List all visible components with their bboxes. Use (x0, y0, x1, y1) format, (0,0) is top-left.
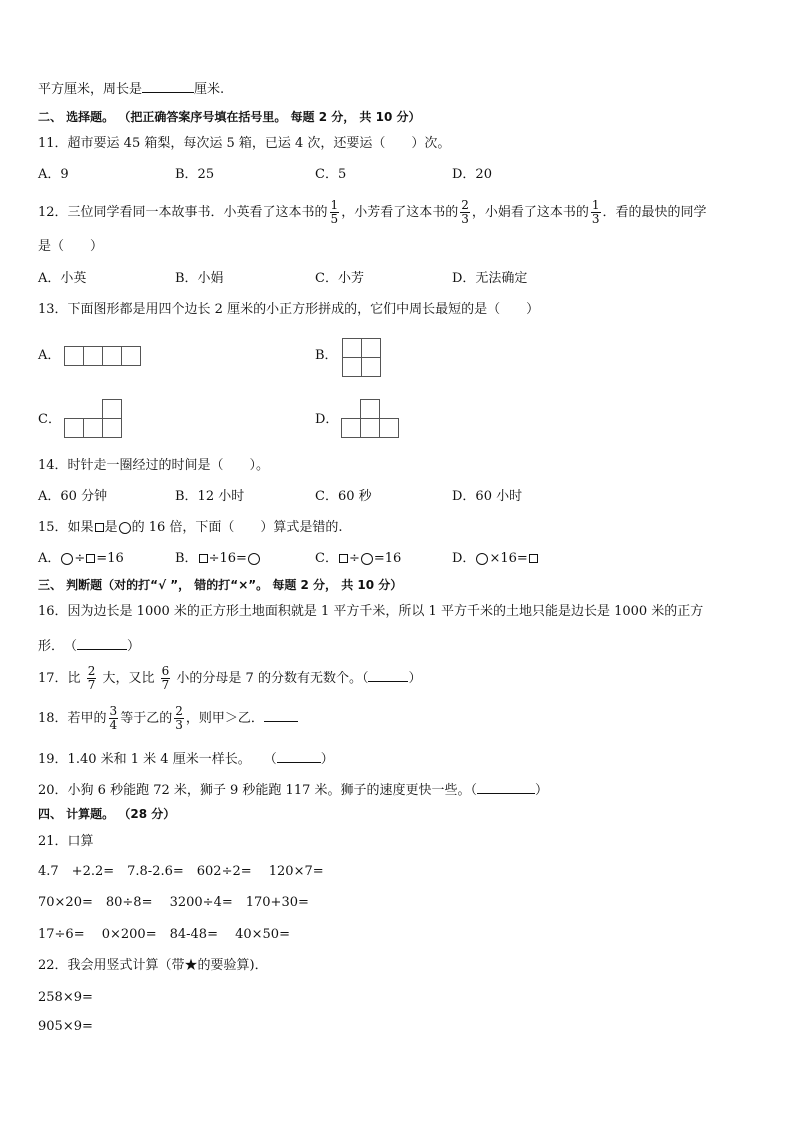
q20-text: 20．小狗 6 秒能跑 72 米，狮子 9 秒能跑 117 米。狮子的速度更快一些。（ (38, 783, 477, 798)
frac-num: 2 (461, 198, 469, 212)
oral-calc-row-2: 70×20= 80÷8= 3200÷4= 170+30= (38, 895, 309, 910)
q11-option-c[interactable]: C．5 (315, 167, 347, 182)
fraction-3-4 (109, 705, 119, 732)
q15-option-a[interactable] (38, 550, 124, 568)
q14-option-a[interactable]: A．60 分钟 (38, 489, 108, 504)
previous-question-tail (38, 78, 224, 99)
q12-text-d: ．看的最快的同学 (602, 205, 707, 220)
circle-symbol-icon (61, 553, 73, 565)
result: =16 (96, 551, 124, 566)
fraction-6-7 (161, 665, 171, 692)
option-prefix: A． (38, 551, 61, 566)
q13-option-a[interactable]: A． (38, 348, 61, 363)
frac-den: 5 (330, 212, 339, 226)
question-16-line2 (38, 635, 140, 656)
q13-option-b[interactable]: B． (315, 348, 338, 363)
question-17 (38, 662, 421, 696)
question-22-title: 22．我会用竖式计算（带★的要验算)． (38, 958, 268, 973)
q15-option-c[interactable] (315, 550, 401, 568)
question-19 (38, 748, 334, 769)
paren-close: ） (535, 783, 549, 798)
fraction-2-7 (87, 665, 97, 692)
operator: ÷ (74, 551, 86, 566)
tail-text-a: 平方厘米，周长是 (38, 82, 143, 97)
q17-text-a: 17．比 (38, 671, 81, 686)
frac-num: 3 (109, 704, 118, 718)
circle-symbol-icon (248, 553, 260, 565)
question-14-stem: 14．时针走一圈经过的时间是（ ）。 (38, 458, 270, 473)
q13-option-c[interactable]: C． (38, 412, 61, 427)
shape-d-t-tetromino (341, 399, 401, 440)
option-prefix: C． (315, 551, 338, 566)
frac-num: 1 (330, 198, 339, 212)
answer-blank[interactable] (142, 78, 194, 93)
frac-num: 1 (591, 198, 600, 212)
fraction-2-3 (174, 705, 184, 732)
q12-option-a[interactable]: A．小英 (38, 271, 87, 286)
circle-symbol-icon (476, 553, 488, 565)
frac-den: 7 (87, 678, 96, 692)
answer-blank[interactable] (264, 707, 298, 722)
shape-b-two-by-two (342, 338, 382, 378)
paren-close: ） (408, 671, 422, 686)
tail-text-b: 厘米. (194, 82, 225, 97)
q18-text-a: 18．若甲的 (38, 711, 107, 726)
square-symbol-icon (95, 523, 104, 532)
question-16-line1: 16．因为边长是 1000 米的正方形土地面积就是 1 平方千米，所以 1 平方千米的土地只能是边长是 1000 米的正方 (38, 604, 704, 619)
shape-c-l-tetromino (64, 399, 124, 440)
q15-option-b[interactable] (175, 550, 261, 568)
square-symbol-icon (86, 554, 95, 563)
question-20 (38, 779, 548, 800)
q12-text-c: ，小娟看了这本书的 (471, 205, 589, 220)
q15-text-c: 的 16 倍，下面（ ）算式是错的. (131, 520, 343, 535)
question-13-stem: 13．下面图形都是用四个边长 2 厘米的小正方形拼成的，它们中周长最短的是（ ） (38, 302, 540, 317)
vertical-calc-item-1: 258×9= (38, 990, 93, 1005)
q19-text: 19．1.40 米和 1 米 4 厘米一样长。 （ (38, 752, 277, 767)
fraction-2-3 (460, 199, 470, 226)
q11-option-a[interactable]: A．9 (38, 167, 69, 182)
q17-text-c: 小的分母是 7 的分数有无数个。（ (176, 671, 369, 686)
question-11-stem: 11．超市要运 45 箱梨，每次运 5 箱，已运 4 次，还要运（ ）次。 (38, 136, 451, 151)
question-12-stem (38, 196, 707, 230)
result: =16 (373, 551, 402, 566)
frac-den: 3 (175, 718, 183, 732)
q12-text-b: ，小芳看了这本书的 (341, 205, 459, 220)
frac-num: 2 (175, 704, 183, 718)
q17-text-b: 大，又比 (102, 671, 155, 686)
frac-den: 3 (461, 212, 469, 226)
operator: ÷16= (208, 551, 247, 566)
fraction-1-5 (330, 199, 340, 226)
option-prefix: D． (452, 551, 476, 566)
q12-option-b[interactable]: B．小娟 (175, 271, 224, 286)
frac-num: 6 (161, 664, 170, 678)
option-prefix: B． (175, 551, 198, 566)
q12-text-a: 12．三位同学看同一本故事书．小英看了这本书的 (38, 205, 328, 220)
section-3-heading: 三、 判断题（对的打“√ ”， 错的打“×”。 每题 2 分， 共 10 分） (38, 578, 403, 592)
paren-close: ） (320, 752, 334, 767)
operator: ×16= (489, 551, 528, 566)
q13-option-d[interactable]: D． (315, 412, 339, 427)
circle-symbol-icon (119, 522, 131, 534)
q14-option-c[interactable]: C．60 秒 (315, 489, 372, 504)
answer-blank[interactable] (368, 667, 408, 682)
shape-a-four-in-row (64, 346, 142, 367)
section-4-heading: 四、 计算题。 （28 分） (38, 807, 176, 821)
answer-blank[interactable] (277, 748, 321, 763)
frac-den: 3 (591, 212, 600, 226)
paren-close: ） (127, 639, 141, 654)
fraction-1-3 (591, 199, 601, 226)
square-symbol-icon (529, 554, 538, 563)
question-18 (38, 702, 298, 736)
oral-calc-row-1: 4.7 +2.2= 7.8-2.6= 602÷2= 120×7= (38, 864, 324, 879)
question-15-stem (38, 519, 343, 537)
q15-text-b: 是 (104, 520, 118, 535)
answer-blank[interactable] (77, 635, 127, 650)
square-symbol-icon (199, 554, 208, 563)
square-symbol-icon (339, 554, 348, 563)
frac-den: 7 (161, 678, 170, 692)
q11-option-d[interactable]: D．20 (452, 167, 492, 182)
q14-option-b[interactable]: B．12 小时 (175, 489, 245, 504)
vertical-calc-item-2: 905×9= (38, 1019, 93, 1034)
question-21-title: 21．口算 (38, 834, 94, 849)
q11-option-b[interactable]: B．25 (175, 167, 215, 182)
q15-text-a: 15．如果 (38, 520, 94, 535)
q14-option-d[interactable]: D．60 小时 (452, 489, 523, 504)
frac-den: 4 (109, 718, 118, 732)
question-12-line2: 是（ ） (38, 239, 104, 254)
circle-symbol-icon (361, 553, 373, 565)
q15-option-d[interactable] (452, 550, 539, 568)
q18-text-b: 等于乙的 (120, 711, 173, 726)
oral-calc-row-3: 17÷6= 0×200= 84-48= 40×50= (38, 927, 290, 942)
frac-num: 2 (87, 664, 96, 678)
q12-option-c[interactable]: C．小芳 (315, 271, 364, 286)
section-2-heading: 二、 选择题。 （把正确答案序号填在括号里。 每题 2 分， 共 10 分） (38, 110, 421, 124)
q12-option-d[interactable]: D．无法确定 (452, 271, 528, 286)
answer-blank[interactable] (477, 779, 535, 794)
operator: ÷ (348, 551, 360, 566)
q18-text-c: ，则甲＞乙． (185, 711, 264, 726)
q16-text: 形． （ (38, 639, 78, 654)
